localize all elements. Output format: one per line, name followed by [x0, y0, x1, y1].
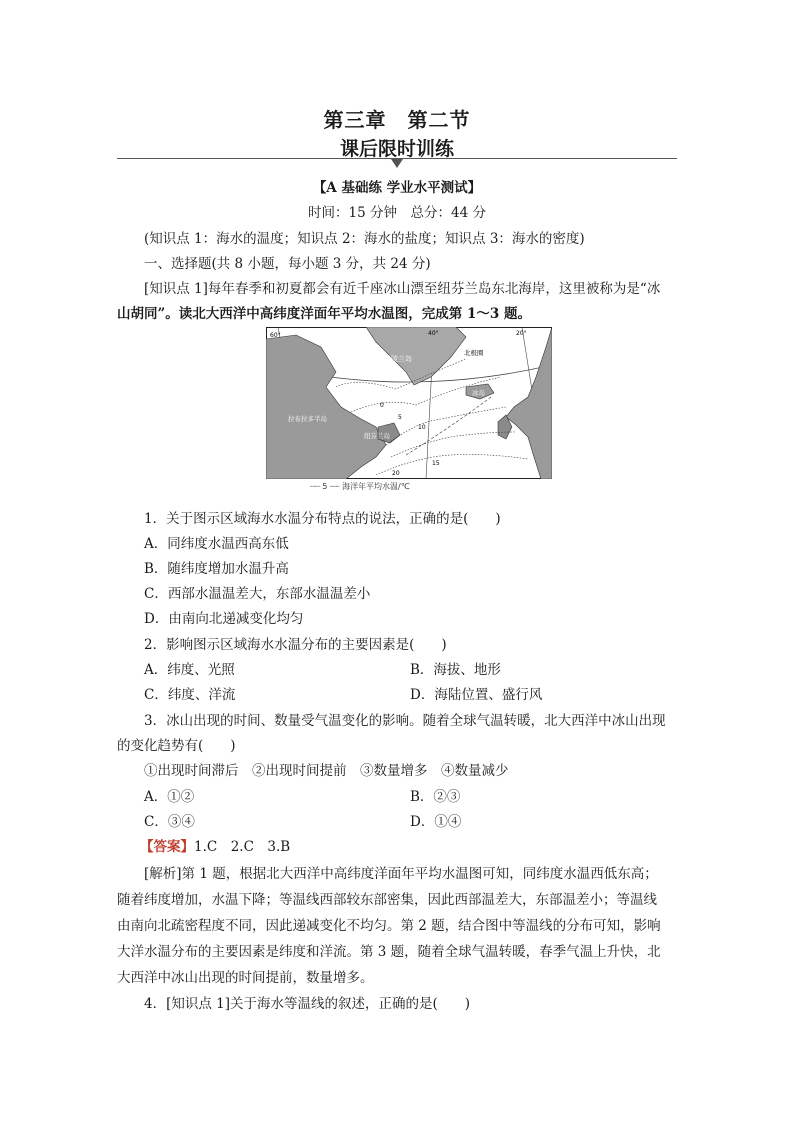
label-newfoundland: 纽芬兰岛 — [364, 432, 390, 440]
legend-line-icon: ┈┈ — [310, 482, 320, 491]
q3-stem-line-2: 的变化趋势有( ) — [117, 738, 236, 754]
label-labrador: 拉布拉多半岛 — [288, 415, 327, 423]
label-iso5: 5 — [398, 414, 402, 421]
knowledge-points: (知识点 1：海水的温度；知识点 2：海水的盐度；知识点 3：海水的密度) — [144, 231, 585, 247]
label-iso15: 15 — [432, 460, 440, 467]
analysis-line-4: 大洋水温分布的主要因素是纬度和洋流。第 3 题，随着全球气温转暖，春季气温上升快，北 — [117, 944, 661, 960]
chapter-title: 第三章 第二节 — [323, 108, 471, 132]
q3-option-a: A．①② — [144, 789, 195, 805]
q3-stem-line-1: 3．冰山出现的时间、数量受气温变化的影响。随着全球气温转暖，北大西洋中冰山出现 — [144, 713, 666, 729]
intro-line-2: 山胡同”。读北大西洋中高纬度洋面年平均水温图，完成第 1～3 题。 — [117, 306, 531, 322]
answer-tag: 【答案】 — [140, 839, 194, 855]
q3-option-b: B．②③ — [410, 789, 461, 805]
legend-value: 5 — [322, 482, 328, 491]
water-temperature-map — [266, 327, 552, 479]
label-iso10: 10 — [418, 424, 426, 431]
q1-option-d: D．由南向北递减变化均匀 — [144, 611, 304, 627]
q4-stem: 4．[知识点 1]关于海水等温线的叙述，正确的是( ) — [144, 996, 471, 1012]
q2-option-c: C．纬度、洋流 — [144, 687, 236, 703]
analysis-line-1: [解析]第 1 题，根据北大西洋中高纬度洋面年平均水温图可知，同纬度水温西低东高； — [144, 866, 658, 882]
q1-option-c: C．西部水温温差大，东部水温温差小 — [144, 586, 371, 602]
label-iceland: 冰岛 — [472, 389, 485, 397]
divider-arrow-icon — [391, 159, 403, 168]
label-arctic: 北极圈 — [464, 349, 484, 357]
answer-text: 1.C 2.C 3.B — [194, 839, 291, 855]
q1-option-b: B．随纬度增加水温升高 — [144, 561, 289, 577]
analysis-line-5: 大西洋中冰山出现的时间提前，数量增多。 — [117, 970, 374, 986]
label-iso0: 0 — [380, 402, 384, 409]
q1-stem: 1．关于图示区域海水水温分布特点的说法，正确的是( ) — [144, 511, 501, 527]
label-lon20: 20° — [516, 330, 527, 337]
q2-option-b: B．海拔、地形 — [410, 662, 501, 678]
q3-choices: ①出现时间滞后 ②出现时间提前 ③数量增多 ④数量减少 — [144, 763, 509, 779]
time-info: 时间：15 分钟 总分：44 分 — [308, 205, 486, 221]
label-iso20: 20 — [392, 470, 400, 477]
q1-option-a: A．同纬度水温西高东低 — [144, 536, 289, 552]
q2-stem: 2．影响图示区域海水水温分布的主要因素是( ) — [144, 637, 447, 653]
q3-option-d: D．①④ — [410, 814, 462, 830]
part-heading: 一、选择题(共 8 小题，每小题 3 分，共 24 分) — [144, 256, 431, 272]
analysis-line-3: 由南向北疏密程度不同，因此递减变化不均匀。第 2 题，结合图中等温线的分布可知，影响 — [117, 918, 661, 934]
label-lon60: 60° — [270, 332, 281, 339]
analysis-line-2: 随着纬度增加，水温下降；等温线西部较东部密集，因此西部温差大，东部温差小；等温线 — [117, 892, 657, 908]
q3-option-c: C．③④ — [144, 814, 195, 830]
label-lon40: 40° — [428, 330, 439, 337]
label-greenland: 格陵兰岛 — [384, 355, 412, 363]
legend-line-icon-2: ┈┈ — [329, 482, 340, 491]
map-legend — [310, 481, 410, 492]
intro-line-1: [知识点 1]每年春季和初夏都会有近千座冰山漂至纽芬兰岛东北海岸，这里被称为是“冰 — [144, 281, 661, 297]
answer-line — [140, 835, 290, 855]
q2-option-a: A．纬度、光照 — [144, 662, 235, 678]
page-subtitle: 课后限时训练 — [339, 138, 454, 160]
q2-option-d: D．海陆位置、盛行风 — [410, 687, 543, 703]
section-label: 【A 基础练 学业水平测试】 — [312, 180, 482, 196]
legend-text: 海洋年平均水温/℃ — [342, 482, 410, 491]
